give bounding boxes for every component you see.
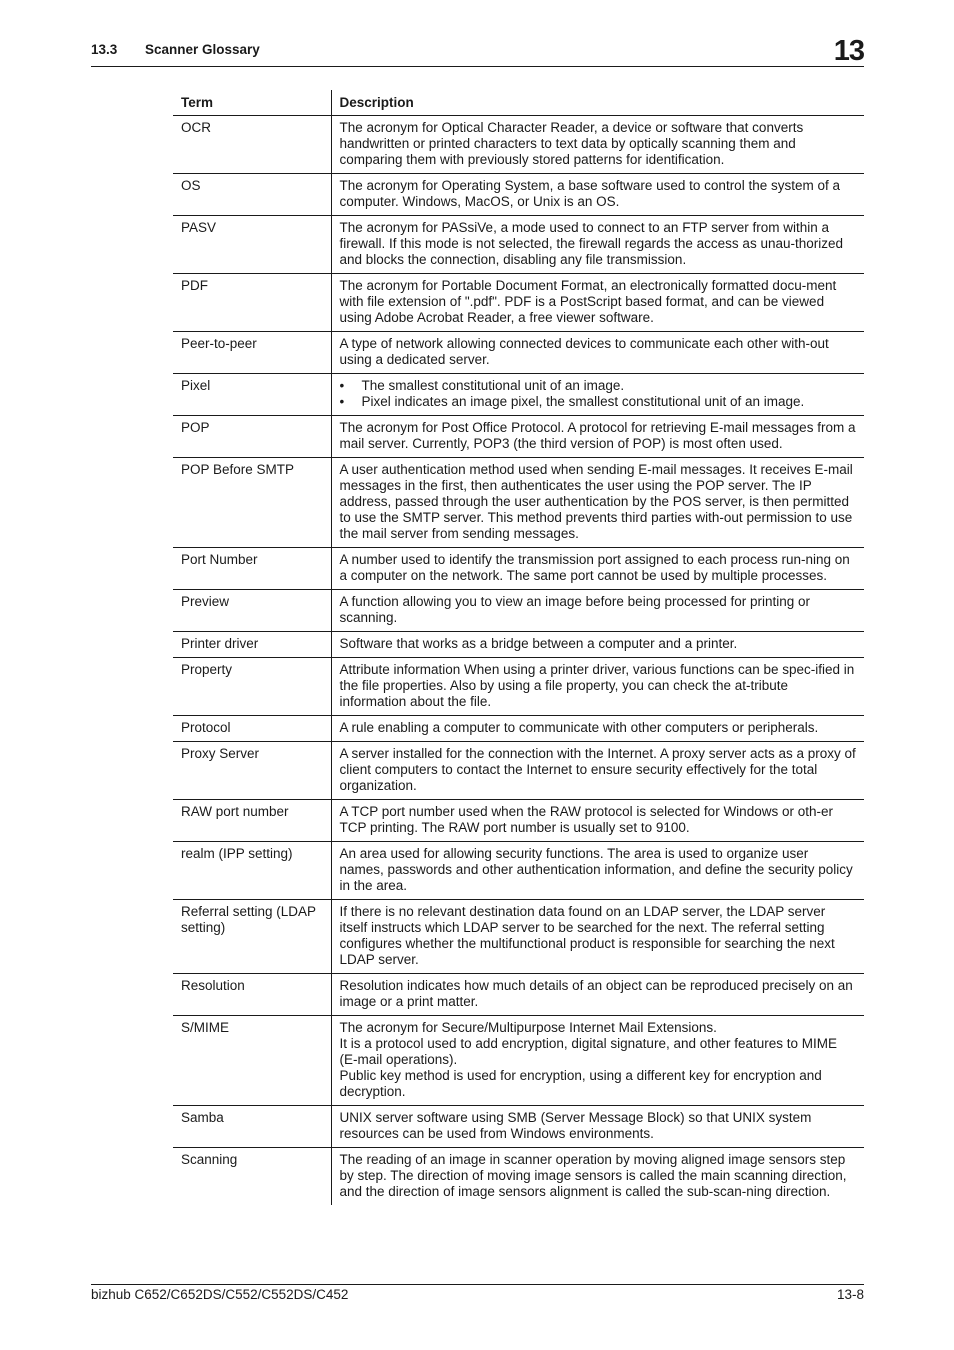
- description-paragraph: A user authentication method used when sending E-mail messages. It receives E-mail messages in the first, then authenticates the user using the POP server. The IP address, passed through the user authentication by the POS server, is then permitted to use the SMTP server. This method prevents third parties with-out permission to use the mail server from sending messages.: [339, 462, 853, 541]
- table-row: [173, 590, 864, 632]
- page-number: 13-8: [836, 1287, 864, 1302]
- table-row: [173, 458, 864, 548]
- model-name: bizhub C652/C652DS/C552/C552DS/C452: [91, 1287, 349, 1302]
- glossary-term: Preview: [173, 590, 331, 632]
- glossary-description: [331, 974, 864, 1016]
- description-paragraph: A type of network allowing connected devices to communicate each other with-out using a dedicated server.: [339, 336, 829, 367]
- table-row: [173, 1106, 864, 1148]
- glossary-description: [331, 800, 864, 842]
- glossary-term: realm (IPP setting): [173, 842, 331, 900]
- glossary-term: POP Before SMTP: [173, 458, 331, 548]
- bullet-item: • The smallest constitutional unit of an image.: [340, 378, 857, 394]
- glossary-description: [331, 332, 864, 374]
- description-paragraph: Attribute information When using a printer driver, various functions can be spec-ified in the file properties. Also by using a file property, you can check the at-tribute information about the file.: [339, 662, 855, 709]
- glossary-term: Proxy Server: [173, 742, 331, 800]
- description-paragraph: Software that works as a bridge between a computer and a printer.: [339, 636, 738, 651]
- table-header-row: [173, 90, 864, 116]
- glossary-term: Samba: [173, 1106, 331, 1148]
- table-row: [173, 116, 864, 174]
- description-paragraph: The acronym for Portable Document Format, an electronically formatted docu-ment with file extension of ".pdf". PDF is a PostScript based format, and can be viewed using Adobe Acrobat Reader, a free viewer software.: [339, 278, 837, 325]
- description-paragraph: An area used for allowing security functions. The area is used to organize user names, passwords and other authentication information, and define the security policy in the area.: [339, 846, 853, 893]
- description-paragraph: The acronym for Operating System, a base software used to control the system of a computer. Windows, MacOS, or Unix is an OS.: [339, 178, 840, 209]
- table-row: [173, 274, 864, 332]
- glossary-term: Resolution: [173, 974, 331, 1016]
- table-row: [173, 900, 864, 974]
- description-paragraph: The acronym for PASsiVe, a mode used to connect to an FTP server from within a firewall. If this mode is not selected, the firewall regards the access as unau-thorized and blocks the connection, disabling any file transmission.: [339, 220, 843, 267]
- column-header-description: Description: [331, 90, 864, 116]
- glossary-description: [331, 716, 864, 742]
- table-row: [173, 416, 864, 458]
- description-paragraph: The acronym for Secure/Multipurpose Internet Mail Extensions.: [339, 1020, 717, 1035]
- section-number: 13.3: [91, 42, 118, 57]
- description-paragraph: If there is no relevant destination data found on an LDAP server, the LDAP server itself instructs which LDAP server to be searched for the next. The referral setting configures whether the multifunctional product is responsible for searching the next LDAP server.: [339, 904, 835, 967]
- glossary-term: PDF: [173, 274, 331, 332]
- glossary-term: Printer driver: [173, 632, 331, 658]
- chapter-number: 13: [833, 35, 864, 67]
- glossary-description: [331, 548, 864, 590]
- glossary-table: [173, 90, 864, 1205]
- table-row: [173, 842, 864, 900]
- description-paragraph: It is a protocol used to add encryption, digital signature, and other features to MIME (E-mail operations).: [339, 1036, 838, 1067]
- description-paragraph: Resolution indicates how much details of an object can be reproduced precisely on an image or a print matter.: [339, 978, 853, 1009]
- table-row: [173, 632, 864, 658]
- bullet-item: • Pixel indicates an image pixel, the smallest constitutional unit of an image.: [340, 394, 857, 410]
- table-row: [173, 374, 864, 416]
- description-paragraph: A server installed for the connection with the Internet. A proxy server acts as a proxy of client computers to contact the Internet to ensure security effectively for the total organization.: [339, 746, 856, 793]
- table-row: [173, 716, 864, 742]
- glossary-description: [331, 632, 864, 658]
- glossary-term: PASV: [173, 216, 331, 274]
- table-row: [173, 800, 864, 842]
- page-header: [91, 36, 864, 67]
- description-paragraph: A rule enabling a computer to communicate with other computers or peripherals.: [339, 720, 819, 735]
- glossary-description: [331, 742, 864, 800]
- description-paragraph: The acronym for Optical Character Reader, a device or software that converts handwritten or printed characters to text data by optically scanning them and comparing them with previously stored patterns for identification.: [339, 120, 804, 167]
- glossary-term: Pixel: [173, 374, 331, 416]
- glossary-term: OCR: [173, 116, 331, 174]
- description-paragraph: Public key method is used for encryption, using a different key for encryption and decryption.: [339, 1068, 822, 1099]
- glossary-description: [331, 900, 864, 974]
- table-row: [173, 658, 864, 716]
- glossary-term: Referral setting (LDAP setting): [173, 900, 331, 974]
- glossary-term: Peer-to-peer: [173, 332, 331, 374]
- table-row: [173, 216, 864, 274]
- glossary-description: [331, 1016, 864, 1106]
- glossary-description: [331, 416, 864, 458]
- glossary-description: [331, 658, 864, 716]
- glossary-description: [331, 458, 864, 548]
- glossary-description: [331, 216, 864, 274]
- table-row: [173, 332, 864, 374]
- column-header-term: Term: [173, 90, 331, 116]
- table-row: [173, 1016, 864, 1106]
- glossary-term: Protocol: [173, 716, 331, 742]
- page-footer: [91, 1284, 864, 1302]
- table-row: [173, 974, 864, 1016]
- table-row: [173, 742, 864, 800]
- table-row: [173, 548, 864, 590]
- glossary-term: Scanning: [173, 1148, 331, 1206]
- glossary-term: Port Number: [173, 548, 331, 590]
- description-paragraph: A TCP port number used when the RAW protocol is selected for Windows or oth-er TCP printing. The RAW port number is usually set to 9100.: [339, 804, 833, 835]
- description-paragraph: A number used to identify the transmission port assigned to each process run-ning on a computer on the network. The same port cannot be used by multiple processes.: [339, 552, 850, 583]
- bullet-list: [340, 378, 857, 410]
- glossary-description: [331, 1106, 864, 1148]
- glossary-term: Property: [173, 658, 331, 716]
- glossary-description: [331, 590, 864, 632]
- glossary-description: [331, 174, 864, 216]
- description-paragraph: The acronym for Post Office Protocol. A protocol for retrieving E-mail messages from a mail server. Currently, POP3 (the third version of POP) is most often used.: [339, 420, 856, 451]
- glossary-term: OS: [173, 174, 331, 216]
- glossary-term: S/MIME: [173, 1016, 331, 1106]
- glossary-term: POP: [173, 416, 331, 458]
- glossary-description: [331, 274, 864, 332]
- description-paragraph: UNIX server software using SMB (Server Message Block) so that UNIX system resources can be used from Windows environments.: [339, 1110, 812, 1141]
- description-paragraph: A function allowing you to view an image before being processed for printing or scanning.: [339, 594, 811, 625]
- glossary-description: [331, 1148, 864, 1206]
- table-row: [173, 1148, 864, 1206]
- table-row: [173, 174, 864, 216]
- glossary-description: [331, 842, 864, 900]
- description-paragraph: The reading of an image in scanner operation by moving aligned image sensors step by step. The direction of moving image sensors is called the main scanning direction, and the direction of image sensors alignment is called the sub-scan-ning direction.: [339, 1152, 847, 1199]
- glossary-description: [331, 374, 864, 416]
- glossary-body: [173, 116, 864, 1206]
- section-title: Scanner Glossary: [145, 42, 260, 57]
- glossary-description: [331, 116, 864, 174]
- glossary-term: RAW port number: [173, 800, 331, 842]
